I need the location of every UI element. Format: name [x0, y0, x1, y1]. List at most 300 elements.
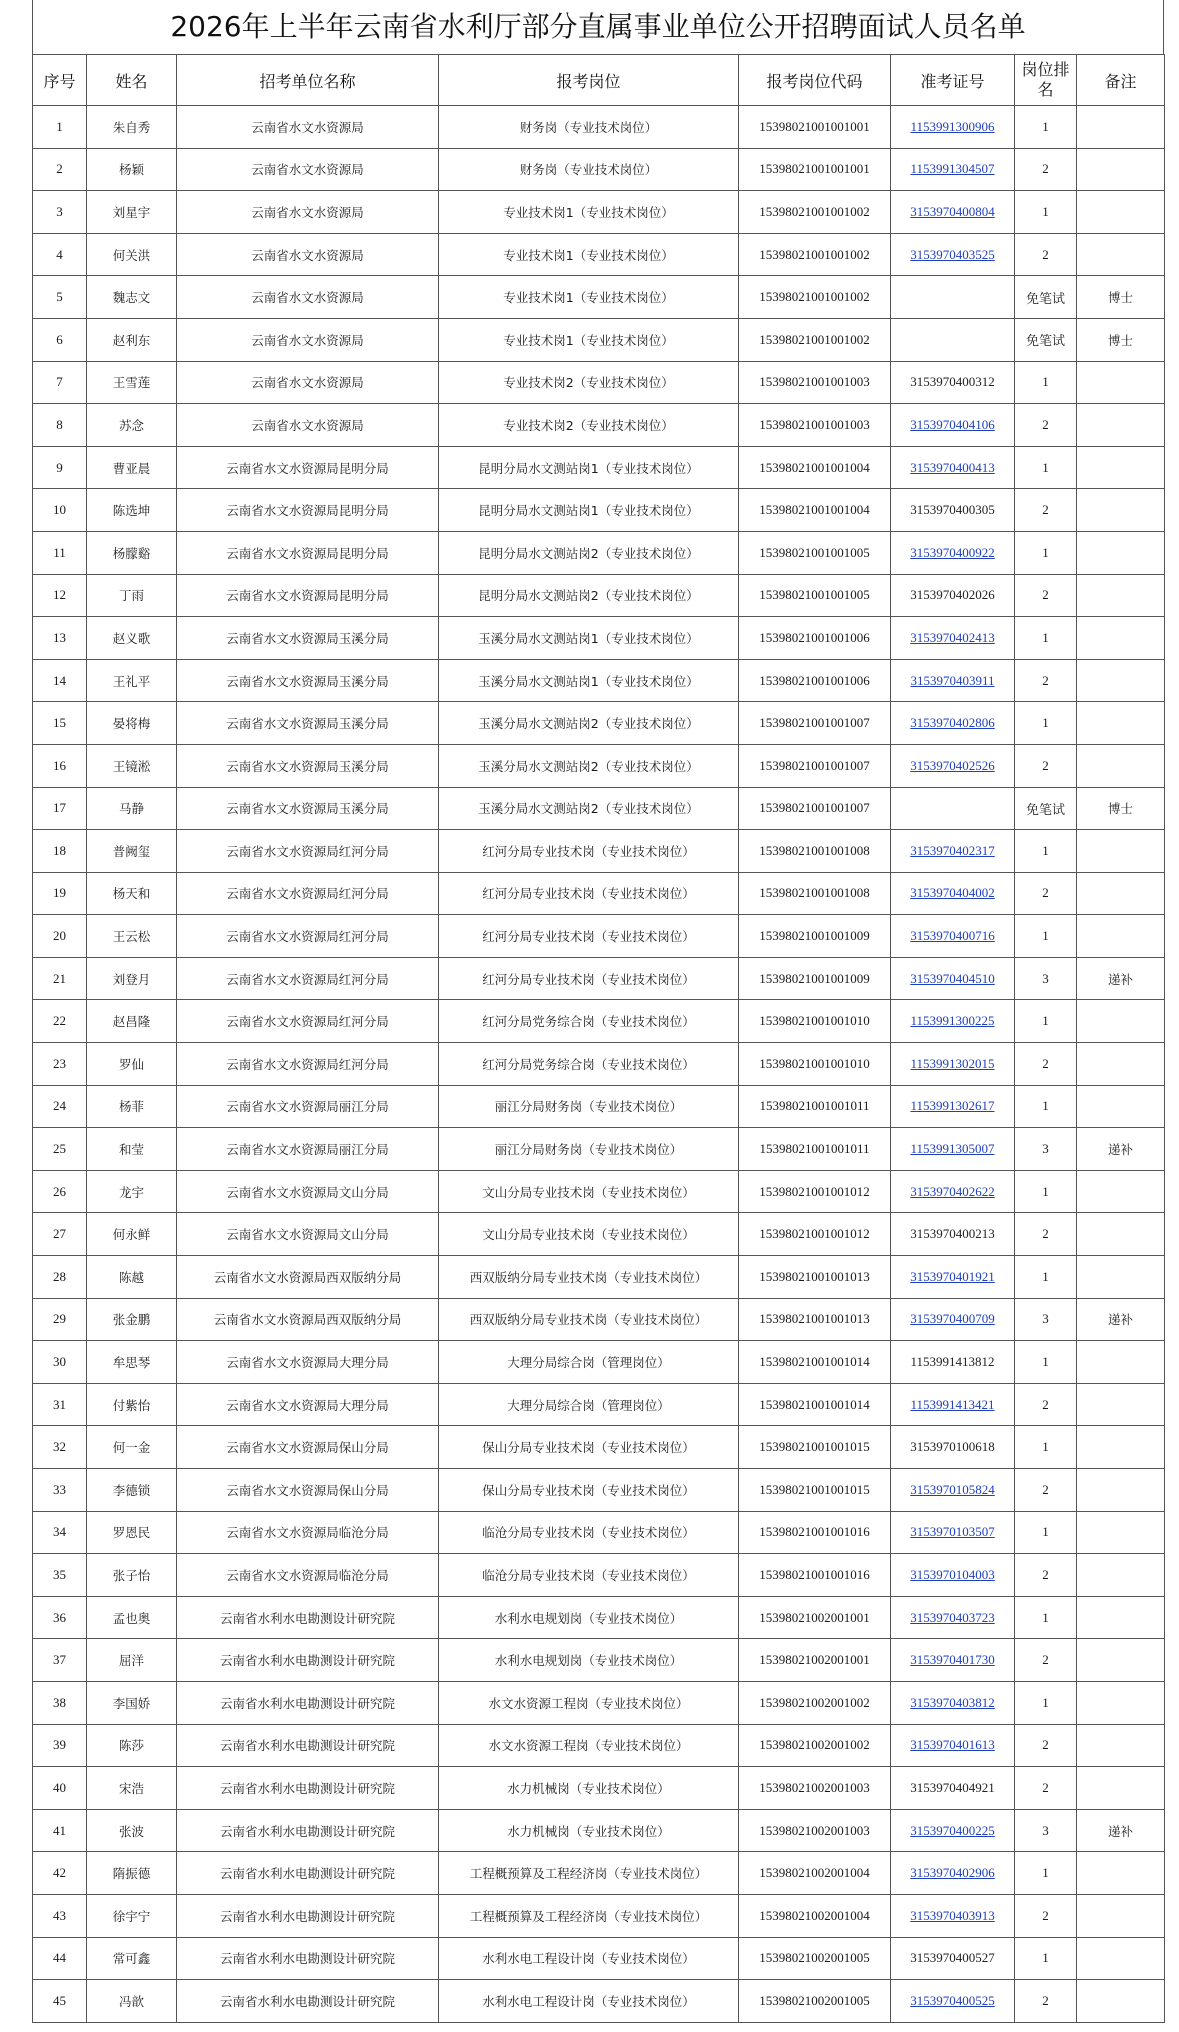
cell-post: 专业技术岗1（专业技术岗位）: [439, 318, 739, 361]
cell-unit: 云南省水文水资源局昆明分局: [177, 531, 439, 574]
ticket-link[interactable]: 3153970401921: [910, 1268, 995, 1284]
ticket-link[interactable]: 3153970403913: [910, 1907, 995, 1923]
cell-code: 15398021001001015: [739, 1469, 891, 1512]
cell-ticket: [891, 446, 1015, 489]
cell-code: 15398021002001004: [739, 1894, 891, 1937]
cell-ticket: [891, 957, 1015, 1000]
cell-ticket: [891, 1043, 1015, 1086]
cell-ticket: [891, 1639, 1015, 1682]
cell-note: 博士: [1077, 318, 1165, 361]
cell-post: 专业技术岗1（专业技术岗位）: [439, 233, 739, 276]
ticket-link[interactable]: 3153970404106: [910, 416, 995, 432]
ticket-link[interactable]: 3153970402806: [910, 715, 995, 731]
cell-code: 15398021001001001: [739, 106, 891, 149]
cell-code: 15398021001001005: [739, 574, 891, 617]
cell-post: 昆明分局水文测站岗2（专业技术岗位）: [439, 574, 739, 617]
table-row: [33, 872, 1165, 915]
cell-code: 15398021002001002: [739, 1681, 891, 1724]
ticket-link[interactable]: 1153991305007: [910, 1141, 995, 1157]
ticket-link[interactable]: 1153991302015: [910, 1055, 995, 1071]
cell-code: 15398021002001005: [739, 1980, 891, 2023]
cell-unit: 云南省水利水电勘测设计研究院: [177, 1980, 439, 2023]
cell-post: 玉溪分局水文测站岗2（专业技术岗位）: [439, 702, 739, 745]
cell-ticket: [891, 915, 1015, 958]
cell-unit: 云南省水文水资源局丽江分局: [177, 1085, 439, 1128]
document-sheet: [32, 0, 1164, 2023]
cell-post: 玉溪分局水文测站岗2（专业技术岗位）: [439, 787, 739, 830]
ticket-link[interactable]: 3153970402413: [910, 629, 995, 645]
table-row: [33, 830, 1165, 873]
cell-note: [1077, 361, 1165, 404]
table-row: [33, 1469, 1165, 1512]
cell-post: 水文水资源工程岗（专业技术岗位）: [439, 1724, 739, 1767]
cell-name: 丁雨: [87, 574, 177, 617]
ticket-text: 3153970400312: [910, 374, 995, 390]
cell-ticket: [891, 702, 1015, 745]
cell-seq: 27: [33, 1213, 87, 1256]
ticket-link[interactable]: 3153970400413: [910, 459, 995, 475]
table-row: [33, 659, 1165, 702]
cell-code: 15398021001001004: [739, 489, 891, 532]
cell-note: [1077, 1043, 1165, 1086]
cell-post: 临沧分局专业技术岗（专业技术岗位）: [439, 1554, 739, 1597]
cell-code: 15398021001001010: [739, 1043, 891, 1086]
table-row: [33, 744, 1165, 787]
cell-code: 15398021001001008: [739, 830, 891, 873]
cell-ticket: [891, 191, 1015, 234]
ticket-link[interactable]: 3153970401613: [910, 1737, 995, 1753]
cell-rank: 2: [1015, 1383, 1077, 1426]
cell-ticket: [891, 106, 1015, 149]
cell-note: [1077, 1341, 1165, 1384]
cell-code: 15398021002001001: [739, 1596, 891, 1639]
cell-ticket: [891, 1383, 1015, 1426]
cell-seq: 20: [33, 915, 87, 958]
table-row: [33, 1596, 1165, 1639]
cell-note: [1077, 574, 1165, 617]
cell-name: 杨天和: [87, 872, 177, 915]
cell-code: 15398021001001002: [739, 233, 891, 276]
cell-unit: 云南省水利水电勘测设计研究院: [177, 1596, 439, 1639]
ticket-link[interactable]: 3153970400225: [910, 1822, 995, 1838]
ticket-link[interactable]: 3153970402317: [910, 842, 995, 858]
cell-post: 工程概预算及工程经济岗（专业技术岗位）: [439, 1852, 739, 1895]
cell-seq: 11: [33, 531, 87, 574]
ticket-text: 3153970100618: [910, 1439, 995, 1455]
table-row: [33, 787, 1165, 830]
cell-ticket: [891, 1170, 1015, 1213]
cell-seq: 19: [33, 872, 87, 915]
cell-code: 15398021001001014: [739, 1341, 891, 1384]
ticket-link[interactable]: 3153970400922: [910, 544, 995, 560]
cell-name: 刘星宇: [87, 191, 177, 234]
cell-note: [1077, 915, 1165, 958]
cell-unit: 云南省水文水资源局红河分局: [177, 915, 439, 958]
cell-code: 15398021002001002: [739, 1724, 891, 1767]
cell-rank: 3: [1015, 957, 1077, 1000]
cell-name: 赵昌隆: [87, 1000, 177, 1043]
cell-unit: 云南省水文水资源局: [177, 233, 439, 276]
cell-seq: 10: [33, 489, 87, 532]
cell-ticket: [891, 233, 1015, 276]
cell-post: 专业技术岗1（专业技术岗位）: [439, 276, 739, 319]
cell-note: [1077, 1170, 1165, 1213]
cell-unit: 云南省水文水资源局红河分局: [177, 830, 439, 873]
ticket-link[interactable]: 1153991413421: [910, 1396, 995, 1412]
cell-code: 15398021001001011: [739, 1128, 891, 1171]
cell-note: [1077, 702, 1165, 745]
cell-note: [1077, 1681, 1165, 1724]
ticket-link[interactable]: 3153970400716: [910, 928, 995, 944]
cell-seq: 41: [33, 1809, 87, 1852]
header-ticket: 准考证号: [891, 55, 1015, 106]
cell-post: 红河分局专业技术岗（专业技术岗位）: [439, 830, 739, 873]
ticket-link[interactable]: 3153970103507: [910, 1524, 995, 1540]
cell-name: 冯歆: [87, 1980, 177, 2023]
cell-note: [1077, 531, 1165, 574]
cell-seq: 35: [33, 1554, 87, 1597]
cell-unit: 云南省水利水电勘测设计研究院: [177, 1894, 439, 1937]
ticket-link[interactable]: 3153970404002: [910, 885, 995, 901]
cell-ticket: [891, 659, 1015, 702]
cell-rank: 2: [1015, 1894, 1077, 1937]
cell-note: 递补: [1077, 1809, 1165, 1852]
cell-ticket: [891, 744, 1015, 787]
cell-seq: 23: [33, 1043, 87, 1086]
cell-ticket: [891, 1256, 1015, 1299]
cell-unit: 云南省水文水资源局: [177, 318, 439, 361]
ticket-link[interactable]: 3153970402526: [910, 757, 995, 773]
cell-post: 保山分局专业技术岗（专业技术岗位）: [439, 1469, 739, 1512]
cell-note: [1077, 1596, 1165, 1639]
table-row: [33, 1639, 1165, 1682]
ticket-link[interactable]: 1153991302617: [910, 1098, 995, 1114]
ticket-link[interactable]: 3153970105824: [910, 1481, 995, 1497]
table-row: [33, 1724, 1165, 1767]
cell-unit: 云南省水利水电勘测设计研究院: [177, 1767, 439, 1810]
cell-ticket: [891, 1000, 1015, 1043]
cell-unit: 云南省水文水资源局: [177, 106, 439, 149]
cell-rank: 1: [1015, 446, 1077, 489]
cell-rank: 1: [1015, 702, 1077, 745]
cell-code: 15398021001001016: [739, 1554, 891, 1597]
cell-unit: 云南省水利水电勘测设计研究院: [177, 1852, 439, 1895]
cell-rank: 免笔试: [1015, 276, 1077, 319]
cell-rank: 1: [1015, 1000, 1077, 1043]
cell-unit: 云南省水文水资源局: [177, 148, 439, 191]
cell-post: 水利水电规划岗（专业技术岗位）: [439, 1639, 739, 1682]
ticket-link[interactable]: 3153970404510: [910, 970, 995, 986]
cell-note: [1077, 744, 1165, 787]
cell-ticket: [891, 1469, 1015, 1512]
cell-name: 马静: [87, 787, 177, 830]
table-row: [33, 1213, 1165, 1256]
table-row: [33, 1809, 1165, 1852]
cell-code: 15398021002001004: [739, 1852, 891, 1895]
ticket-link[interactable]: 3153970104003: [910, 1566, 995, 1582]
cell-ticket: [891, 318, 1015, 361]
cell-unit: 云南省水文水资源局临沧分局: [177, 1554, 439, 1597]
cell-post: 保山分局专业技术岗（专业技术岗位）: [439, 1426, 739, 1469]
cell-post: 玉溪分局水文测站岗2（专业技术岗位）: [439, 744, 739, 787]
cell-note: [1077, 1426, 1165, 1469]
cell-note: 递补: [1077, 1298, 1165, 1341]
cell-name: 苏念: [87, 404, 177, 447]
cell-note: [1077, 404, 1165, 447]
cell-name: 徐宇宁: [87, 1894, 177, 1937]
cell-seq: 28: [33, 1256, 87, 1299]
cell-unit: 云南省水文水资源局: [177, 191, 439, 234]
cell-name: 王礼平: [87, 659, 177, 702]
cell-seq: 8: [33, 404, 87, 447]
ticket-link[interactable]: 3153970401730: [910, 1652, 995, 1668]
cell-seq: 42: [33, 1852, 87, 1895]
table-row: [33, 361, 1165, 404]
cell-unit: 云南省水利水电勘测设计研究院: [177, 1681, 439, 1724]
cell-ticket: [891, 617, 1015, 660]
header-rank: 岗位排名: [1015, 55, 1077, 106]
cell-code: 15398021002001003: [739, 1809, 891, 1852]
ticket-link[interactable]: 1153991300906: [910, 118, 995, 134]
cell-note: [1077, 1000, 1165, 1043]
cell-name: 王镜淞: [87, 744, 177, 787]
table-row: [33, 276, 1165, 319]
ticket-link[interactable]: 3153970403525: [910, 246, 995, 262]
ticket-text: 3153970400213: [910, 1226, 995, 1242]
cell-seq: 4: [33, 233, 87, 276]
cell-name: 张子怡: [87, 1554, 177, 1597]
cell-seq: 13: [33, 617, 87, 660]
cell-unit: 云南省水文水资源局西双版纳分局: [177, 1256, 439, 1299]
cell-rank: 2: [1015, 744, 1077, 787]
cell-name: 罗恩民: [87, 1511, 177, 1554]
cell-seq: 33: [33, 1469, 87, 1512]
cell-ticket: [891, 148, 1015, 191]
cell-seq: 25: [33, 1128, 87, 1171]
cell-ticket: [891, 1724, 1015, 1767]
ticket-link[interactable]: 3153970403812: [910, 1694, 995, 1710]
header-seq: 序号: [33, 55, 87, 106]
cell-name: 晏将梅: [87, 702, 177, 745]
cell-ticket: [891, 1341, 1015, 1384]
cell-rank: 1: [1015, 531, 1077, 574]
cell-unit: 云南省水利水电勘测设计研究院: [177, 1639, 439, 1682]
cell-unit: 云南省水文水资源局: [177, 276, 439, 319]
cell-unit: 云南省水文水资源局玉溪分局: [177, 787, 439, 830]
table-row: [33, 1894, 1165, 1937]
ticket-text: 3153970402026: [910, 587, 995, 603]
cell-rank: 3: [1015, 1298, 1077, 1341]
cell-ticket: [891, 1894, 1015, 1937]
cell-ticket: [891, 1426, 1015, 1469]
cell-post: 水力机械岗（专业技术岗位）: [439, 1767, 739, 1810]
cell-note: [1077, 1085, 1165, 1128]
cell-rank: 免笔试: [1015, 787, 1077, 830]
table-row: [33, 489, 1165, 532]
cell-unit: 云南省水文水资源局大理分局: [177, 1383, 439, 1426]
cell-ticket: [891, 276, 1015, 319]
cell-code: 15398021001001014: [739, 1383, 891, 1426]
cell-note: [1077, 1980, 1165, 2023]
ticket-link[interactable]: 3153970403723: [910, 1609, 995, 1625]
cell-code: 15398021001001008: [739, 872, 891, 915]
cell-ticket: [891, 1511, 1015, 1554]
cell-name: 隋振德: [87, 1852, 177, 1895]
cell-post: 昆明分局水文测站岗1（专业技术岗位）: [439, 489, 739, 532]
ticket-link[interactable]: 3153970402906: [910, 1865, 995, 1881]
cell-rank: 2: [1015, 404, 1077, 447]
cell-note: [1077, 1213, 1165, 1256]
cell-seq: 43: [33, 1894, 87, 1937]
cell-unit: 云南省水文水资源局临沧分局: [177, 1511, 439, 1554]
cell-rank: 1: [1015, 1681, 1077, 1724]
cell-name: 陈选坤: [87, 489, 177, 532]
cell-code: 15398021001001012: [739, 1170, 891, 1213]
cell-code: 15398021001001012: [739, 1213, 891, 1256]
cell-post: 专业技术岗2（专业技术岗位）: [439, 361, 739, 404]
cell-post: 大理分局综合岗（管理岗位）: [439, 1383, 739, 1426]
cell-seq: 26: [33, 1170, 87, 1213]
table-row: [33, 1256, 1165, 1299]
cell-rank: 1: [1015, 361, 1077, 404]
cell-rank: 2: [1015, 1724, 1077, 1767]
cell-seq: 38: [33, 1681, 87, 1724]
cell-unit: 云南省水利水电勘测设计研究院: [177, 1724, 439, 1767]
cell-post: 红河分局党务综合岗（专业技术岗位）: [439, 1043, 739, 1086]
cell-name: 李国娇: [87, 1681, 177, 1724]
table-row: [33, 1085, 1165, 1128]
cell-unit: 云南省水文水资源局红河分局: [177, 1043, 439, 1086]
cell-post: 昆明分局水文测站岗1（专业技术岗位）: [439, 446, 739, 489]
cell-rank: 2: [1015, 574, 1077, 617]
cell-seq: 37: [33, 1639, 87, 1682]
cell-unit: 云南省水利水电勘测设计研究院: [177, 1809, 439, 1852]
cell-ticket: [891, 1554, 1015, 1597]
cell-rank: 1: [1015, 1170, 1077, 1213]
cell-seq: 29: [33, 1298, 87, 1341]
cell-unit: 云南省水文水资源局昆明分局: [177, 446, 439, 489]
table-row: [33, 1000, 1165, 1043]
ticket-link[interactable]: 3153970402622: [910, 1183, 995, 1199]
cell-seq: 18: [33, 830, 87, 873]
cell-post: 红河分局党务综合岗（专业技术岗位）: [439, 1000, 739, 1043]
cell-name: 何关洪: [87, 233, 177, 276]
cell-post: 红河分局专业技术岗（专业技术岗位）: [439, 915, 739, 958]
cell-code: 15398021001001013: [739, 1256, 891, 1299]
ticket-link[interactable]: 3153970400709: [910, 1311, 995, 1327]
cell-unit: 云南省水文水资源局丽江分局: [177, 1128, 439, 1171]
table-row: [33, 531, 1165, 574]
ticket-link[interactable]: 1153991300225: [910, 1013, 995, 1029]
cell-name: 王雪莲: [87, 361, 177, 404]
cell-seq: 2: [33, 148, 87, 191]
table-header-row: [33, 55, 1165, 106]
table-row: [33, 1980, 1165, 2023]
cell-code: 15398021001001007: [739, 787, 891, 830]
cell-code: 15398021001001002: [739, 318, 891, 361]
cell-code: 15398021002001001: [739, 1639, 891, 1682]
cell-seq: 21: [33, 957, 87, 1000]
cell-note: [1077, 659, 1165, 702]
cell-note: [1077, 106, 1165, 149]
cell-code: 15398021001001003: [739, 361, 891, 404]
table-row: [33, 404, 1165, 447]
cell-ticket: [891, 1937, 1015, 1980]
cell-name: 杨菲: [87, 1085, 177, 1128]
cell-code: 15398021001001016: [739, 1511, 891, 1554]
cell-post: 工程概预算及工程经济岗（专业技术岗位）: [439, 1894, 739, 1937]
cell-rank: 1: [1015, 1852, 1077, 1895]
cell-post: 丽江分局财务岗（专业技术岗位）: [439, 1085, 739, 1128]
cell-note: 博士: [1077, 276, 1165, 319]
cell-name: 李德锁: [87, 1469, 177, 1512]
cell-seq: 24: [33, 1085, 87, 1128]
ticket-link[interactable]: 1153991304507: [910, 161, 995, 177]
cell-post: 玉溪分局水文测站岗1（专业技术岗位）: [439, 617, 739, 660]
cell-seq: 36: [33, 1596, 87, 1639]
cell-unit: 云南省水文水资源局西双版纳分局: [177, 1298, 439, 1341]
table-row: [33, 148, 1165, 191]
table-body: [33, 106, 1165, 2023]
cell-note: [1077, 1256, 1165, 1299]
cell-unit: 云南省水文水资源局文山分局: [177, 1213, 439, 1256]
cell-ticket: [891, 1809, 1015, 1852]
cell-code: 15398021001001007: [739, 702, 891, 745]
cell-seq: 44: [33, 1937, 87, 1980]
cell-name: 曹亚晨: [87, 446, 177, 489]
cell-name: 赵义歌: [87, 617, 177, 660]
cell-note: [1077, 617, 1165, 660]
cell-note: [1077, 1469, 1165, 1512]
cell-seq: 16: [33, 744, 87, 787]
ticket-link[interactable]: 3153970400804: [910, 203, 995, 219]
table-row: [33, 1043, 1165, 1086]
page-title: 2026年上半年云南省水利厅部分直属事业单位公开招聘面试人员名单: [32, 0, 1164, 54]
cell-name: 常可鑫: [87, 1937, 177, 1980]
cell-rank: 1: [1015, 106, 1077, 149]
cell-unit: 云南省水文水资源局保山分局: [177, 1426, 439, 1469]
cell-unit: 云南省水文水资源局昆明分局: [177, 574, 439, 617]
cell-rank: 1: [1015, 1596, 1077, 1639]
cell-ticket: [891, 1298, 1015, 1341]
cell-post: 财务岗（专业技术岗位）: [439, 148, 739, 191]
cell-rank: 1: [1015, 915, 1077, 958]
cell-note: [1077, 191, 1165, 234]
cell-rank: 3: [1015, 1809, 1077, 1852]
ticket-link[interactable]: 3153970400525: [910, 1992, 995, 2008]
cell-post: 财务岗（专业技术岗位）: [439, 106, 739, 149]
cell-rank: 1: [1015, 617, 1077, 660]
ticket-link[interactable]: 3153970403911: [910, 672, 995, 688]
cell-code: 15398021001001006: [739, 659, 891, 702]
ticket-text: 3153970404921: [910, 1779, 995, 1795]
cell-name: 陈莎: [87, 1724, 177, 1767]
header-note: 备注: [1077, 55, 1165, 106]
cell-ticket: [891, 872, 1015, 915]
table-row: [33, 233, 1165, 276]
cell-unit: 云南省水文水资源局玉溪分局: [177, 702, 439, 745]
cell-note: 博士: [1077, 787, 1165, 830]
table-row: [33, 957, 1165, 1000]
cell-note: [1077, 233, 1165, 276]
cell-post: 丽江分局财务岗（专业技术岗位）: [439, 1128, 739, 1171]
table-row: [33, 1298, 1165, 1341]
table-row: [33, 106, 1165, 149]
cell-note: [1077, 1639, 1165, 1682]
cell-rank: 1: [1015, 1937, 1077, 1980]
cell-code: 15398021001001006: [739, 617, 891, 660]
cell-ticket: [891, 1980, 1015, 2023]
